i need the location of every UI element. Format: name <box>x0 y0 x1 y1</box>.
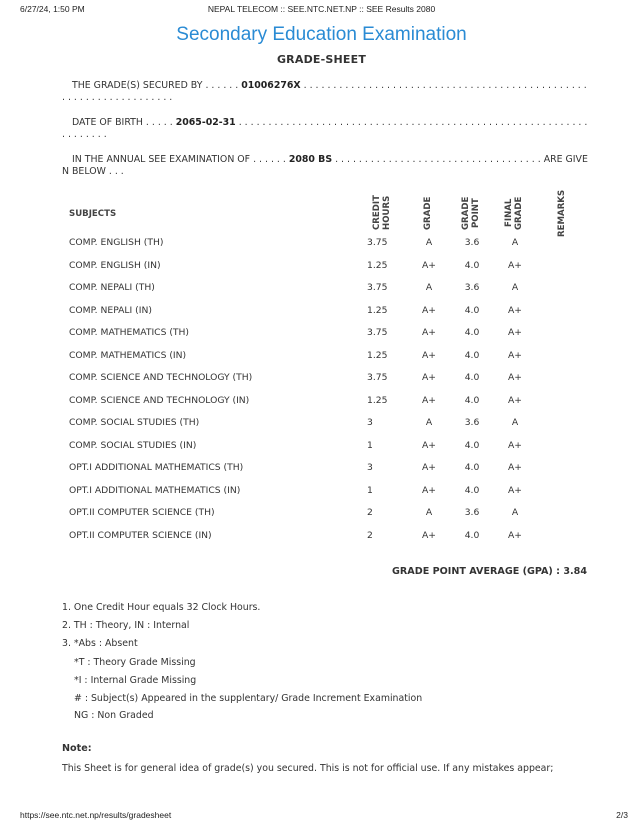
subject-cell: COMP. SCIENCE AND TECHNOLOGY (IN) <box>69 394 250 406</box>
grade-cell: A+ <box>422 529 436 541</box>
grade-point-header: GRADE POINT <box>461 196 481 230</box>
grade-point-cell: 3.6 <box>464 507 480 518</box>
secured-by-line: THE GRADE(S) SECURED BY . . . . . . 01006276X . . . . . . . . . . . . . . . . . . . . . . . . . . . . . . . . . . . . . . . . . . . . . . . . . . . . . . . . . . . . . . . . . . . <box>62 80 587 103</box>
credit-hours-cell: 1 <box>367 439 373 451</box>
final-grade-cell: A+ <box>508 327 522 338</box>
credit-hours-header: CREDIT HOURS <box>372 195 392 231</box>
grade-header: GRADE <box>423 196 433 230</box>
credit-hours-cell: 3 <box>367 462 373 473</box>
table-row <box>0 350 643 364</box>
final-grade-cell: A+ <box>508 529 522 541</box>
note-item: *I : Internal Grade Missing <box>74 675 197 686</box>
grade-cell: A+ <box>422 394 436 406</box>
final-grade-cell: A+ <box>508 439 522 451</box>
credit-hours-cell: 1.25 <box>367 394 388 406</box>
grade-cell: A+ <box>422 349 436 361</box>
grade-cell: A <box>425 282 433 293</box>
grade-point-cell: 4.0 <box>464 394 480 406</box>
page-title: Secondary Education Examination <box>176 24 467 45</box>
table-row <box>0 395 643 409</box>
final-grade-cell: A+ <box>508 349 522 361</box>
subject-cell: OPT.I ADDITIONAL MATHEMATICS (TH) <box>69 462 244 473</box>
final-grade-cell: A+ <box>508 304 522 316</box>
grade-cell: A <box>425 237 433 248</box>
note-item: 1. One Credit Hour equals 32 Clock Hours. <box>62 602 261 613</box>
disclaimer: This Sheet is for general idea of grade(s) you secured. This is not for official use. If any mistakes appear; <box>62 763 554 774</box>
final-grade-cell: A+ <box>508 394 522 406</box>
exam-line: IN THE ANNUAL SEE EXAMINATION OF . . . . . . 2080 BS . . . . . . . . . . . . . . . . . . . . . . . . . . . . . . . . . . . ARE GIVEN BELOW . . . <box>62 154 588 177</box>
final-grade-cell: A+ <box>508 462 522 473</box>
subject-cell: OPT.II COMPUTER SCIENCE (IN) <box>69 529 212 541</box>
subject-cell: COMP. MATHEMATICS (TH) <box>69 327 190 338</box>
grade-cell: A+ <box>422 304 436 316</box>
final-grade-cell: A+ <box>508 259 522 271</box>
grade-point-cell: 4.0 <box>464 304 480 316</box>
subject-cell: COMP. SOCIAL STUDIES (TH) <box>69 417 200 428</box>
credit-hours-cell: 3.75 <box>367 372 388 383</box>
grade-cell: A <box>425 507 433 518</box>
subject-cell: OPT.II COMPUTER SCIENCE (TH) <box>69 507 215 518</box>
exam-suffix: ARE GIVEN BELOW . . . <box>62 154 588 177</box>
final-grade-cell: A+ <box>508 484 522 496</box>
table-row <box>0 260 643 274</box>
print-page-title: NEPAL TELECOM :: SEE.NTC.NET.NP :: SEE Results 2080 <box>207 4 436 14</box>
grade-point-cell: 4.0 <box>464 439 480 451</box>
subject-cell: COMP. SOCIAL STUDIES (IN) <box>69 439 197 451</box>
grade-point-cell: 4.0 <box>464 372 480 383</box>
grade-point-cell: 4.0 <box>464 462 480 473</box>
grade-cell: A+ <box>422 327 436 338</box>
note-item: # : Subject(s) Appeared in the supplentary/ Grade Increment Examination <box>74 693 423 704</box>
grade-cell: A+ <box>422 462 436 473</box>
note-heading: Note: <box>62 743 92 754</box>
table-row <box>0 507 643 521</box>
subject-cell: COMP. NEPALI (TH) <box>69 282 155 293</box>
final-grade-header: FINAL GRADE <box>504 196 524 230</box>
subjects-header: SUBJECTS <box>69 209 117 219</box>
subject-cell: OPT.I ADDITIONAL MATHEMATICS (IN) <box>69 484 241 496</box>
credit-hours-cell: 3.75 <box>367 282 388 293</box>
credit-hours-cell: 1 <box>367 484 373 496</box>
table-row <box>0 440 643 454</box>
table-row <box>0 462 643 476</box>
table-row <box>0 417 643 431</box>
credit-hours-cell: 3.75 <box>367 237 388 248</box>
credit-hours-cell: 2 <box>367 507 373 518</box>
grade-point-cell: 4.0 <box>464 529 480 541</box>
subject-cell: COMP. SCIENCE AND TECHNOLOGY (TH) <box>69 372 253 383</box>
print-page-number: 2/3 <box>616 810 628 820</box>
grade-point-cell: 3.6 <box>464 417 480 428</box>
grade-cell: A+ <box>422 372 436 383</box>
final-grade-cell: A <box>511 237 519 248</box>
note-item: 2. TH : Theory, IN : Internal <box>62 620 190 631</box>
final-grade-cell: A <box>511 282 519 293</box>
print-url: https://see.ntc.net.np/results/gradesheet <box>20 810 172 820</box>
grade-point-cell: 4.0 <box>464 484 480 496</box>
dob-label: DATE OF BIRTH <box>72 117 143 128</box>
note-item: 3. *Abs : Absent <box>62 638 138 649</box>
final-grade-cell: A+ <box>508 372 522 383</box>
note-item: NG : Non Graded <box>74 710 154 721</box>
grade-sheet-heading: GRADE-SHEET <box>276 53 367 66</box>
table-row <box>0 372 643 386</box>
grade-cell: A+ <box>422 484 436 496</box>
grade-point-cell: 3.6 <box>464 282 480 293</box>
credit-hours-cell: 3.75 <box>367 327 388 338</box>
secured-by-label: THE GRADE(S) SECURED BY <box>72 80 203 91</box>
grade-cell: A+ <box>422 259 436 271</box>
table-row <box>0 282 643 296</box>
table-row <box>0 485 643 499</box>
print-datetime: 6/27/24, 1:50 PM <box>20 4 85 14</box>
credit-hours-cell: 3 <box>367 417 373 428</box>
grade-point-cell: 4.0 <box>464 259 480 271</box>
table-row <box>0 530 643 544</box>
grade-point-cell: 4.0 <box>464 349 480 361</box>
subject-cell: COMP. MATHEMATICS (IN) <box>69 349 187 361</box>
credit-hours-cell: 1.25 <box>367 259 388 271</box>
gpa-summary: GRADE POINT AVERAGE (GPA) : 3.84 <box>392 566 587 577</box>
dob-value: 2065-02-31 <box>175 117 236 128</box>
symbol-number: 01006276X <box>241 80 301 91</box>
grade-cell: A+ <box>422 439 436 451</box>
grade-point-cell: 3.6 <box>464 237 480 248</box>
final-grade-cell: A <box>511 417 519 428</box>
final-grade-cell: A <box>511 507 519 518</box>
table-row <box>0 237 643 251</box>
note-item: *T : Theory Grade Missing <box>74 657 196 668</box>
exam-label: IN THE ANNUAL SEE EXAMINATION OF <box>72 154 251 165</box>
table-row <box>0 305 643 319</box>
remarks-header: REMARKS <box>557 189 567 237</box>
table-row <box>0 327 643 341</box>
dob-line: DATE OF BIRTH . . . . . 2065-02-31 . . . . . . . . . . . . . . . . . . . . . . . . . . . . . . . . . . . . . . . . . . . . . . . . . . . . . . . . . . . . . . . . . . . <box>62 117 588 140</box>
credit-hours-cell: 2 <box>367 529 373 541</box>
exam-year: 2080 BS <box>288 154 333 165</box>
subject-cell: COMP. ENGLISH (TH) <box>69 237 164 248</box>
credit-hours-cell: 1.25 <box>367 349 388 361</box>
credit-hours-cell: 1.25 <box>367 304 388 316</box>
subject-cell: COMP. ENGLISH (IN) <box>69 259 161 271</box>
grade-cell: A <box>425 417 433 428</box>
grade-point-cell: 4.0 <box>464 327 480 338</box>
subject-cell: COMP. NEPALI (IN) <box>69 304 152 316</box>
